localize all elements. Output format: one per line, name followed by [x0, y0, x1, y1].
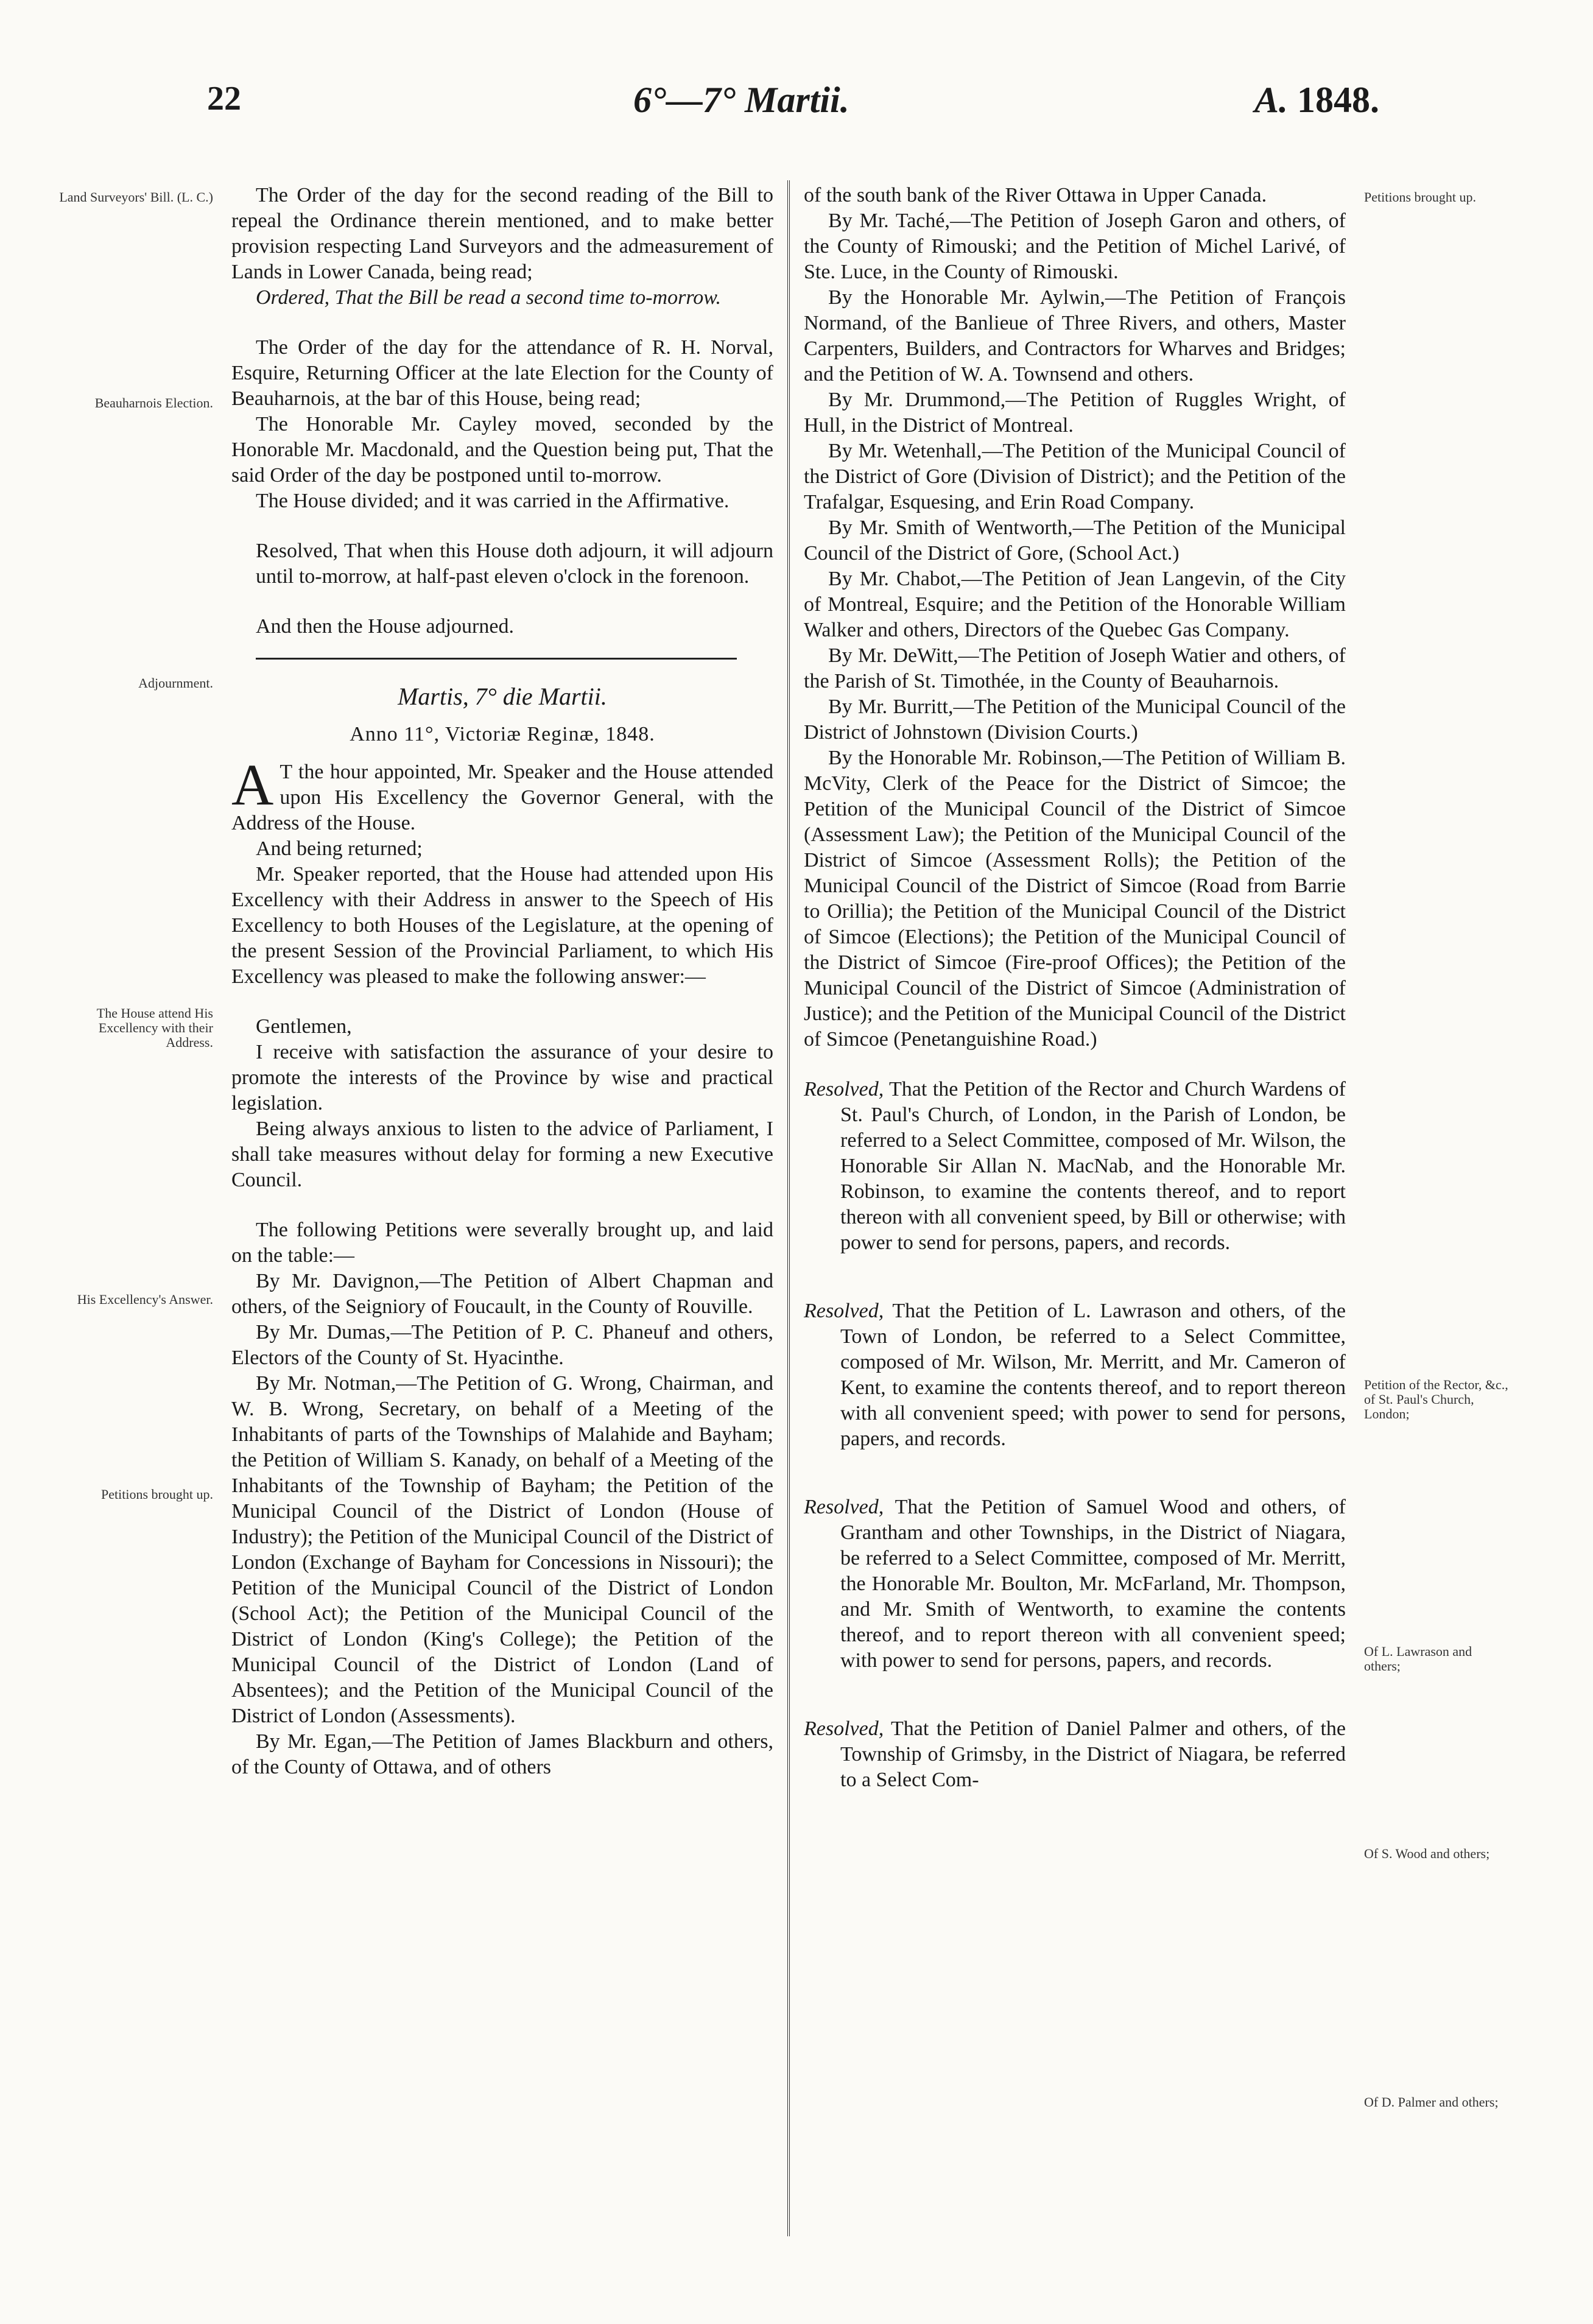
margin-note-petitions-left: Petitions brought up.	[101, 1487, 213, 1502]
answer-paragraph-1: I receive with satisfaction the assurance of your desire to promote the interests of the Province by wise and practical legislation.	[231, 1041, 773, 1114]
drop-cap: A	[231, 752, 274, 817]
petition-tache: By Mr. Taché,—The Petition of Joseph Garon and others, of the County of Rimouski; and the Petition of Michel Larivé, of Ste. Luce, in the County of Rimouski.	[804, 210, 1346, 283]
spacer	[231, 990, 773, 1014]
resolution-lead: Resolved,	[804, 1078, 884, 1100]
left-column	[231, 183, 773, 1780]
petition-robinson: By the Honorable Mr. Robinson,—The Petition of William B. McVity, Clerk of the Peace for the District of Simcoe; the Petition of the Municipal Council of the District of Simcoe (Assessment Law); the Petition of the Municipal Council of the District of Simcoe (Assessment Rolls); the Petition of the Municipal Council of the District of Simcoe (Road from Barrie to Orillia); the Petition of the Municipal Council of the District of Simcoe (Elections); the Petition of the Municipal Council of the District of Simcoe (Fire-proof Offices); the Petition of the Municipal Council of the District of Simcoe (Administration of Justice); and the Petition of the Municipal Council of the District of Simcoe (Penetanguishine Road.)	[804, 747, 1346, 1051]
resolution-palmer	[804, 1716, 1346, 1793]
petition-wetenhall: By Mr. Wetenhall,—The Petition of the Municipal Council of the District of Gore (Division of District); and the Petition of the Trafalgar, Esquesing, and Erin Road Company.	[804, 440, 1346, 513]
beauharnois-order: The Order of the day for the attendance of R. H. Norval, Esquire, Returning Officer at the late Election for the County of Beauharnois, at the bar of this House, being read;	[231, 336, 773, 410]
running-year	[1254, 79, 1379, 121]
margin-note-lawrason: Of L. Lawrason and others;	[1364, 1644, 1472, 1674]
ordered-second-reading: Ordered, That the Bill be read a second time to-morrow.	[256, 286, 721, 309]
margin-note-house-attend: The House attend His Excellency with their Address.	[96, 1005, 213, 1050]
answer-paragraph-2: Being always anxious to listen to the advice of Parliament, I shall take measures without delay for forming a new Executive Council.	[231, 1118, 773, 1191]
spacer	[231, 590, 773, 614]
day-title: Martis, 7° die Martii.	[398, 683, 607, 710]
petition-dumas: By Mr. Dumas,—The Petition of P. C. Phaneuf and others, Electors of the County of St. Hyacinthe.	[231, 1321, 773, 1369]
resolution-wood	[804, 1495, 1346, 1674]
speaker-attended-text: T the hour appointed, Mr. Speaker and the House attended upon His Excellency the Governor General, with the Address of the House.	[231, 761, 773, 834]
margin-note-his-answer: His Excellency's Answer.	[77, 1292, 213, 1307]
spacer	[804, 1052, 1346, 1077]
margin-note-rector: Petition of the Rector, &c., of St. Paul's Church, London;	[1364, 1377, 1508, 1421]
spacer	[804, 1256, 1346, 1298]
house-divided: The House divided; and it was carried in the Affirmative.	[256, 490, 730, 512]
margin-note-palmer: Of D. Palmer and others;	[1364, 2094, 1499, 2110]
resolution-rector	[804, 1077, 1346, 1256]
resolution-lead: Resolved,	[804, 1717, 884, 1740]
spacer	[804, 1674, 1346, 1716]
margin-note-land-surveyors: Land Surveyors' Bill. (L. C.)	[59, 189, 213, 205]
speaker-reported: Mr. Speaker reported, that the House had attended upon His Excellency with their Address in answer to the Speech of His Excellency to both Houses of the Legislature, at the opening of the present Session of the Provincial Parliament, to which His Excellency was pleased to make the following answer:—	[231, 863, 773, 988]
margin-note-wood: Of S. Wood and others;	[1364, 1846, 1490, 1861]
petition-egan: By Mr. Egan,—The Petition of James Blackburn and others, of the County of Ottawa, and of others	[231, 1730, 773, 1778]
margin-note-petitions-right: Petitions brought up.	[1364, 189, 1476, 205]
petition-dewitt: By Mr. DeWitt,—The Petition of Joseph Watier and others, of the Parish of St. Timothée, in the County of Beauharnois.	[804, 644, 1346, 692]
year-value: 1848.	[1297, 80, 1380, 120]
spacer	[231, 514, 773, 538]
petition-aylwin: By the Honorable Mr. Aylwin,—The Petition of François Normand, of the Banlieue of Three Rivers, and others, Master Carpenters, Builders, and Contractors for Wharves and Bridges; and the Petition of W. A. Townsend and others.	[804, 286, 1346, 386]
resolution-lawrason	[804, 1298, 1346, 1452]
section-rule	[256, 658, 737, 660]
petition-smith: By Mr. Smith of Wentworth,—The Petition of the Municipal Council of the District of Gore, (School Act.)	[804, 516, 1346, 565]
anno-line: Anno 11°, Victoriæ Reginæ, 1848.	[350, 723, 655, 745]
speaker-attended	[231, 752, 773, 836]
resolution-lead: Resolved,	[804, 1496, 884, 1518]
resolution-lead: Resolved,	[804, 1300, 884, 1322]
petition-drummond: By Mr. Drummond,—The Petition of Ruggles Wright, of Hull, in the District of Montreal.	[804, 389, 1346, 437]
year-prefix: A.	[1254, 80, 1289, 120]
cayley-motion: The Honorable Mr. Cayley moved, seconded by the Honorable Mr. Macdonald, and the Question being put, That the said Order of the day be postponed until to-morrow.	[231, 413, 773, 487]
spacer	[804, 1452, 1346, 1495]
petition-burritt: By Mr. Burritt,—The Petition of the Municipal Council of the District of Johnstown (Division Courts.)	[804, 695, 1346, 744]
margin-note-beauharnois: Beauharnois Election.	[94, 395, 213, 410]
resolution-text: That the Petition of L. Lawrason and others, of the Town of London, be referred to a Select Committee, composed of Mr. Wilson, Mr. Merritt, and Mr. Cameron of Kent, to examine the contents thereof, and to report thereon with all convenient speed; with power to send for persons, papers, and records.	[840, 1300, 1346, 1450]
petition-chabot: By Mr. Chabot,—The Petition of Jean Langevin, of the City of Montreal, Esquire; and the Petition of the Honorable William Walker and others, Directors of the Quebec Gas Company.	[804, 568, 1346, 641]
running-title: 6°—7° Martii.	[633, 80, 849, 120]
petitions-intro: The following Petitions were severally brought up, and laid on the table:—	[231, 1219, 773, 1267]
column-divider	[787, 180, 790, 2236]
spacer	[231, 311, 773, 335]
being-returned: And being returned;	[256, 837, 423, 860]
gentlemen: Gentlemen,	[256, 1015, 352, 1038]
petition-davignon: By Mr. Davignon,—The Petition of Albert Chapman and others, of the Seigniory of Foucault, in the County of Rouville.	[231, 1270, 773, 1318]
petition-notman: By Mr. Notman,—The Petition of G. Wrong, Chairman, and W. B. Wrong, Secretary, on behalf of a Meeting of the Inhabitants of parts of the Townships of Malahide and Bayham; the Petition of William S. Kanady, on behalf of a Meeting of the Inhabitants of the Township of Bayham; the Petition of the Municipal Council of the District of London (House of Industry); the Petition of the Municipal Council of the District of London (Exchange of Bayham for Concessions in Nissouri); the Petition of the Municipal Council of the District of London (School Act); the Petition of the Municipal Council of the District of London (King's College); the Petition of the Municipal Council of the District of London (Land of Absentees); and the Petition of the Municipal Council of the District of London (Assessments).	[231, 1372, 773, 1727]
resolution-text: That the Petition of Daniel Palmer and others, of the Township of Grimsby, in the District of Niagara, be referred to a Select Com-	[840, 1717, 1346, 1791]
page-header	[0, 79, 1593, 128]
page-number: 22	[207, 80, 241, 118]
resolution-text: That the Petition of Samuel Wood and others, of Grantham and other Townships, in the District of Niagara, be referred to a Select Committee, composed of Mr. Merritt, the Honorable Mr. Boulton, Mr. McFarland, Mr. Thompson, and Mr. Smith of Wentworth, to examine the contents thereof, and to report thereon with all convenient speed; with power to send for persons, papers, and records.	[840, 1496, 1346, 1672]
house-adjourned: And then the House adjourned.	[256, 615, 514, 638]
margin-note-adjournment: Adjournment.	[138, 675, 213, 691]
resolution-text: That the Petition of the Rector and Church Wardens of St. Paul's Church, of London, in the Parish of London, be referred to a Select Committee, composed of Mr. Wilson, the Honorable Sir Allan N. MacNab, and the Honorable Mr. Robinson, to examine the contents thereof, and to report thereon with all convenient speed, by Bill or otherwise; with power to send for persons, papers, and records.	[840, 1078, 1346, 1254]
right-column	[804, 183, 1346, 1793]
spacer	[231, 1193, 773, 1217]
egan-continued: of the south bank of the River Ottawa in Upper Canada.	[804, 184, 1267, 206]
adjournment-resolution: Resolved, That when this House doth adjourn, it will adjourn until to-morrow, at half-past eleven o'clock in the forenoon.	[256, 540, 773, 588]
land-surveyors-order: The Order of the day for the second reading of the Bill to repeal the Ordinance therein mentioned, and to make better provision respecting Land Surveyors and the admeasurement of Lands in Lower Canada, being read;	[231, 184, 773, 283]
